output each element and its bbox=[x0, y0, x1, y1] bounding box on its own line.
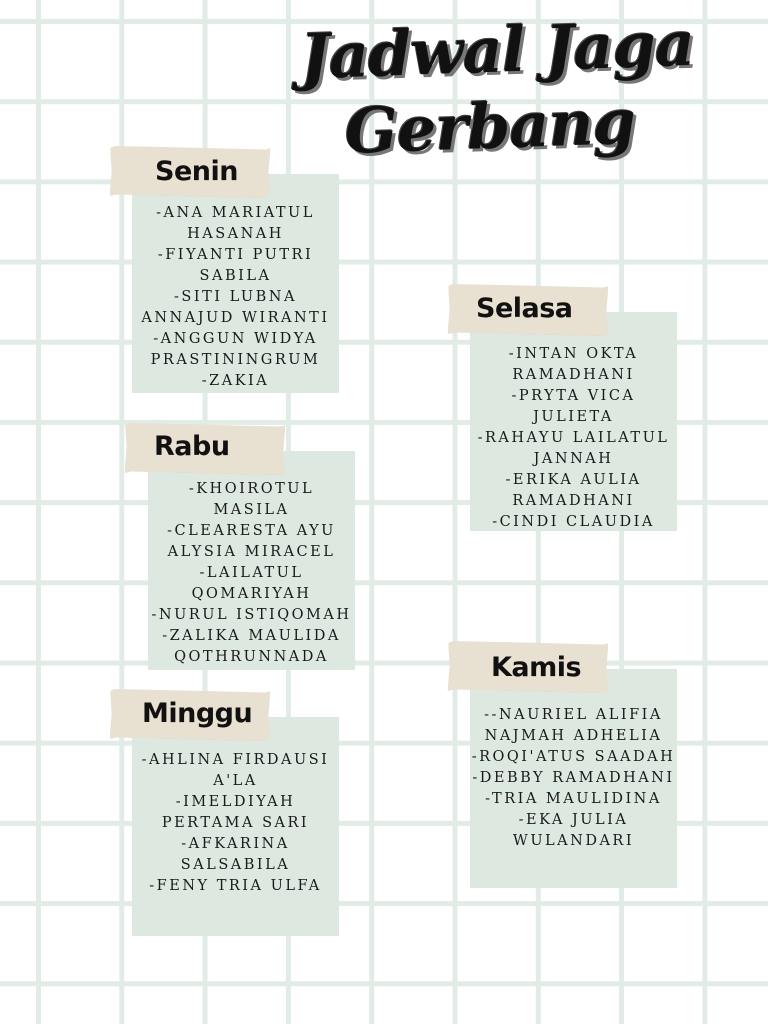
list-item: SALSABILA bbox=[180, 857, 291, 873]
rabu-label: Rabu bbox=[154, 431, 230, 462]
kamis-name-list bbox=[470, 705, 677, 852]
list-item: -IMELDIYAH bbox=[175, 794, 296, 810]
list-item: PERTAMA SARI bbox=[161, 815, 310, 831]
list-item: -EKA JULIA bbox=[518, 812, 629, 828]
list-item: JULIETA bbox=[533, 409, 614, 425]
kamis-label: Kamis bbox=[491, 652, 582, 683]
list-item: A'LA bbox=[213, 773, 258, 789]
senin-label: Senin bbox=[155, 156, 238, 187]
list-item: -SITI LUBNA bbox=[174, 289, 297, 305]
list-item: ALYSIA MIRACEL bbox=[167, 544, 336, 560]
list-item: RAMADHANI bbox=[512, 493, 635, 509]
list-item: QOTHRUNNADA bbox=[174, 649, 329, 665]
list-item: -ERIKA AULIA bbox=[505, 472, 642, 488]
list-item: -TRIA MAULIDINA bbox=[485, 791, 662, 807]
list-item: -AHLINA FIRDAUSI bbox=[141, 752, 330, 768]
list-item: NAJMAH ADHELIA bbox=[484, 728, 663, 744]
title-line-2: Gerbang bbox=[343, 84, 637, 168]
list-item: -NURUL ISTIQOMAH bbox=[151, 607, 352, 623]
list-item: -ROQI'ATUS SAADAH bbox=[471, 749, 676, 765]
rabu-name-list bbox=[148, 479, 355, 668]
list-item: -AFKARINA bbox=[181, 836, 290, 852]
list-item: -FENY TRIA ULFA bbox=[149, 878, 322, 894]
list-item: WULANDARI bbox=[512, 833, 635, 849]
list-item: JANNAH bbox=[533, 451, 614, 467]
list-item: -KHOIROTUL bbox=[188, 481, 315, 497]
title-line-1: Jadwal Jaga bbox=[299, 6, 696, 94]
list-item: MASILA bbox=[213, 502, 290, 518]
list-item: -INTAN OKTA bbox=[508, 346, 639, 362]
list-item: -PRYTA VICA bbox=[511, 388, 636, 404]
page-title bbox=[286, 5, 711, 172]
list-item: -ANA MARIATUL bbox=[156, 205, 315, 221]
list-item: -ZAKIA bbox=[201, 373, 270, 389]
list-item: -DEBBY RAMADHANI bbox=[472, 770, 675, 786]
list-item: PRASTININGRUM bbox=[150, 352, 321, 368]
selasa-label: Selasa bbox=[476, 293, 573, 324]
minggu-label: Minggu bbox=[142, 698, 253, 729]
list-item: -FIYANTI PUTRI bbox=[157, 247, 314, 263]
list-item: -LAILATUL bbox=[199, 565, 304, 581]
list-item: -ZALIKA MAULIDA bbox=[162, 628, 341, 644]
minggu-name-list bbox=[132, 750, 339, 897]
senin-name-list bbox=[132, 203, 339, 392]
list-item: -CLEARESTA AYU bbox=[167, 523, 336, 539]
list-item: -CINDI CLAUDIA bbox=[492, 514, 655, 530]
selasa-name-list bbox=[470, 344, 677, 533]
list-item: ANNAJUD WIRANTI bbox=[141, 310, 330, 326]
list-item: -RAHAYU LAILATUL bbox=[477, 430, 670, 446]
list-item: QOMARIYAH bbox=[191, 586, 312, 602]
list-item: SABILA bbox=[199, 268, 272, 284]
list-item: HASANAH bbox=[187, 226, 284, 242]
list-item: -ANGGUN WIDYA bbox=[153, 331, 318, 347]
list-item: RAMADHANI bbox=[512, 367, 635, 383]
list-item: --NAURIEL ALIFIA bbox=[484, 707, 663, 723]
